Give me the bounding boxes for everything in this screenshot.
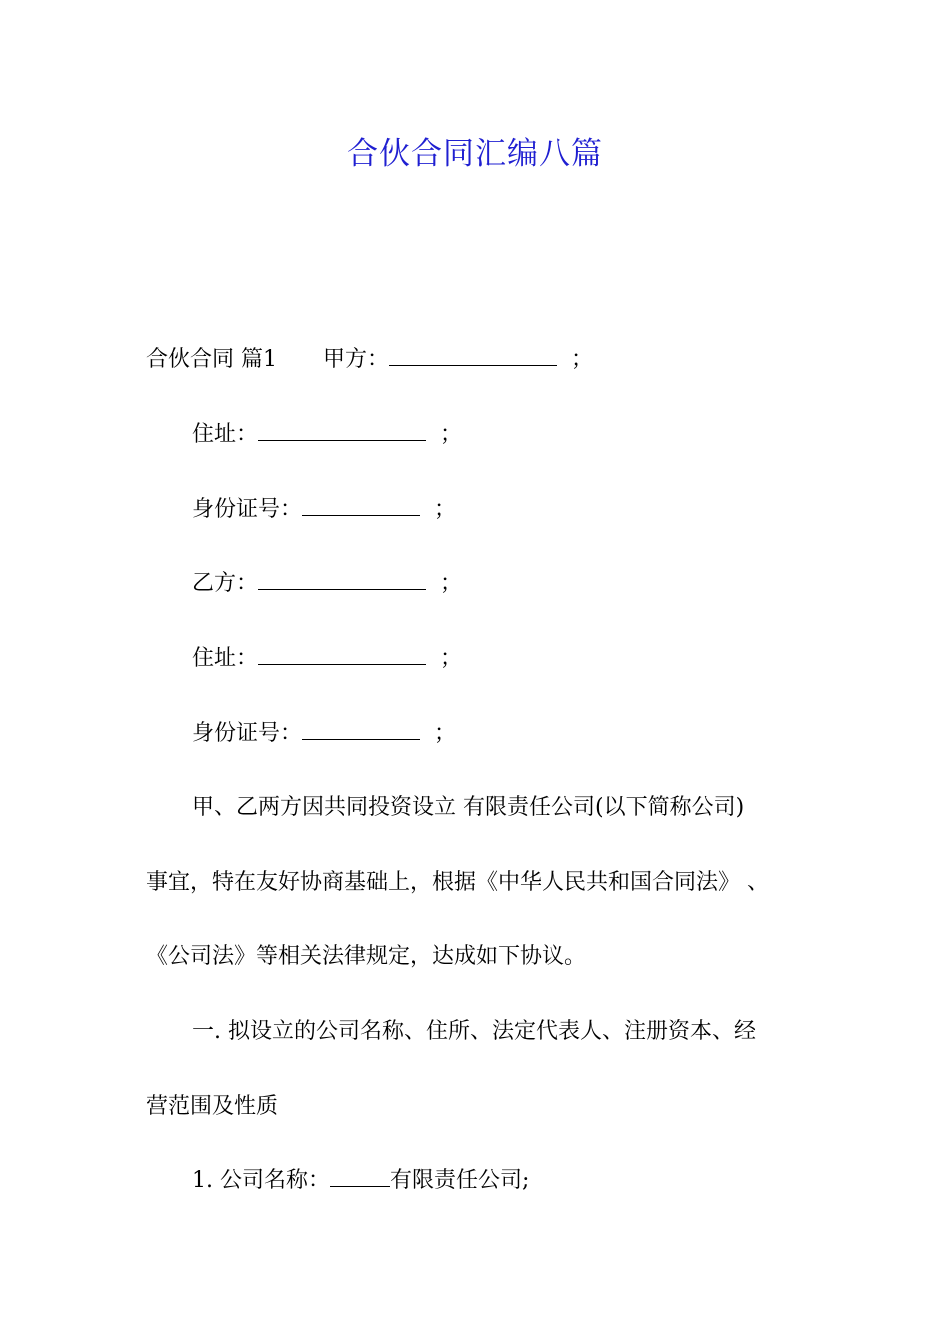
company-name-label: 1. 公司名称： [192, 1168, 330, 1193]
semicolon: ； [440, 422, 463, 447]
address-label: 住址： [192, 422, 259, 447]
address-label: 住址： [192, 646, 259, 671]
id-a-blank [302, 497, 420, 516]
party-b-label: 乙方： [192, 571, 259, 596]
section-one-heading-line-2: 营范围及性质 [146, 1094, 279, 1119]
document-title: 合伙合同汇编八篇 [347, 136, 603, 172]
line-address-b [192, 644, 462, 674]
party-a-blank [389, 347, 557, 366]
paragraph-intro-line-1: 甲、乙两方因共同投资设立 有限责任公司(以下简称公司) [192, 795, 745, 820]
company-name-suffix: 有限责任公司; [389, 1168, 530, 1193]
semicolon: ； [434, 497, 457, 522]
section-one-heading-line-1: 一. 拟设立的公司名称、住所、法定代表人、注册资本、经 [192, 1019, 756, 1044]
section-label: 合伙合同 篇1 [146, 347, 277, 372]
line-id-a [192, 495, 456, 525]
id-label: 身份证号： [192, 721, 303, 746]
address-b-blank [258, 646, 426, 665]
semicolon: ； [440, 571, 463, 596]
line-party-a [146, 345, 593, 375]
paragraph-intro-line-2: 事宜，特在友好协商基础上，根据《中华人民共和国合同法》 、 [146, 870, 769, 895]
semicolon: ； [571, 347, 594, 372]
party-a-label: 甲方： [323, 347, 390, 372]
company-name-blank [330, 1168, 390, 1187]
semicolon: ； [434, 721, 457, 746]
address-a-blank [258, 422, 426, 441]
paragraph-intro-line-3: 《公司法》等相关法律规定，达成如下协议。 [146, 944, 587, 969]
semicolon: ； [440, 646, 463, 671]
line-id-b [192, 719, 456, 749]
line-address-a [192, 420, 462, 450]
line-party-b [192, 569, 462, 599]
id-b-blank [302, 721, 420, 740]
party-b-blank [258, 571, 426, 590]
id-label: 身份证号： [192, 497, 303, 522]
item-company-name [192, 1166, 529, 1196]
